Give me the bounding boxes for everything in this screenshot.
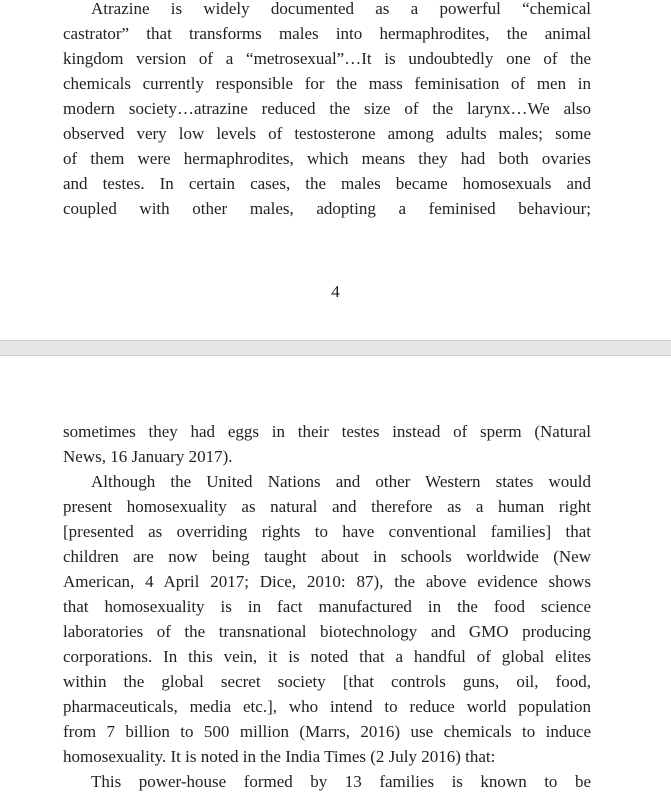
quote-paragraph: [63, 0, 591, 221]
text-line: children are now being taught about in schools worldwide (New: [63, 547, 591, 566]
text-line: American, 4 April 2017; Dice, 2010: 87), the above evidence shows: [63, 572, 591, 591]
page-separator: [0, 340, 671, 356]
text-line: modern society…atrazine reduced the size of the larynx…We also: [63, 99, 591, 118]
text-line: News, 16 January 2017).: [63, 447, 233, 466]
text-line: present homosexuality as natural and therefore as a human right: [63, 497, 591, 516]
text-line: pharmaceuticals, media etc.], who intend to reduce world population: [63, 697, 591, 716]
body-paragraph-continued: [63, 419, 591, 469]
document-page-top: [0, 0, 671, 340]
text-line: homosexuality. It is noted in the India Times (2 July 2016) that:: [63, 747, 496, 766]
text-line: Atrazine is widely documented as a powerful “chemical: [91, 0, 591, 18]
block-quote-start: [63, 769, 591, 794]
text-line: castrator” that transforms males into hermaphrodites, the animal: [63, 24, 591, 43]
text-line: coupled with other males, adopting a feminised behaviour;: [63, 199, 591, 218]
document-page-bottom: [0, 356, 671, 798]
text-line: [presented as overriding rights to have conventional families] that: [63, 522, 591, 541]
text-line: corporations. In this vein, it is noted that a handful of global elites: [63, 647, 591, 666]
text-line: and testes. In certain cases, the males became homosexuals and: [63, 174, 591, 193]
text-line: that homosexuality is in fact manufactured in the food science: [63, 597, 591, 616]
text-line: chemicals currently responsible for the mass feminisation of men in: [63, 74, 591, 93]
text-line: within the global secret society [that controls guns, oil, food,: [63, 672, 591, 691]
page-number: 4: [331, 282, 340, 301]
text-line: of them were hermaphrodites, which means they had both ovaries: [63, 149, 591, 168]
text-line: sometimes they had eggs in their testes instead of sperm (Natural: [63, 422, 591, 441]
text-line: This power-house formed by 13 families is known to be: [91, 772, 591, 791]
text-line: observed very low levels of testosterone among adults males; some: [63, 124, 591, 143]
text-line: laboratories of the transnational biotechnology and GMO producing: [63, 622, 591, 641]
text-line: Although the United Nations and other Western states would: [91, 472, 591, 491]
text-line: kingdom version of a “metrosexual”…It is undoubtedly one of the: [63, 49, 591, 68]
text-line: from 7 billion to 500 million (Marrs, 2016) use chemicals to induce: [63, 722, 591, 741]
body-paragraph: [63, 469, 591, 769]
